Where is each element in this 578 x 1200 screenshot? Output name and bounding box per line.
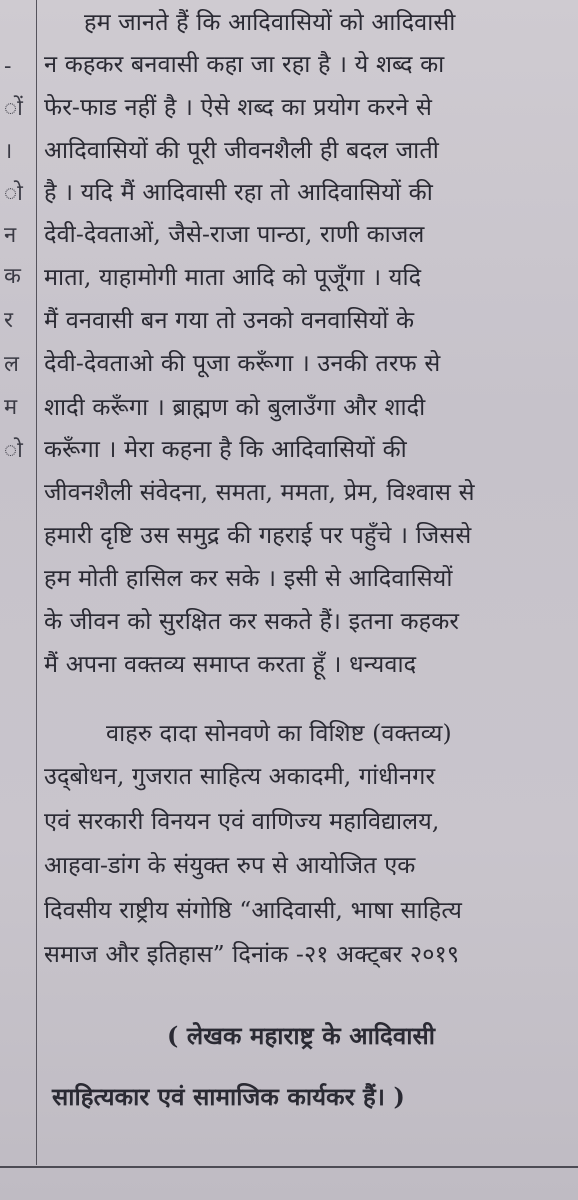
- speech-line: मैं वनवासी बन गया तो उनको वनवासियों के: [44, 306, 415, 334]
- fragment-text: ल: [4, 352, 19, 377]
- event-line: दिवसीय राष्ट्रीय संगोष्ठि “आदिवासी, भाषा साहित्य: [44, 896, 463, 924]
- speech-line: देवी-देवताओं, जैसे-राजा पान्ठा, राणी काजल: [44, 220, 425, 248]
- speech-line: हम जानते हैं कि आदिवासियों को आदिवासी: [84, 8, 456, 36]
- column-divider: [36, 0, 37, 1165]
- speech-line: देवी-देवताओ की पूजा करूँगा । उनकी तरफ से: [44, 349, 441, 377]
- speech-line: मैं अपना वक्तव्य समाप्त करता हूँ । धन्यवाद: [44, 650, 417, 678]
- speech-line: माता, याहामोगी माता आदि को पूजूँगा । यदि: [44, 263, 422, 291]
- speech-line: जीवनशैली संवेदना, समता, ममता, प्रेम, विश्वास से: [44, 478, 475, 506]
- previous-column-fragments: [0, 0, 30, 1200]
- event-line: वाहरु दादा सोनवणे का विशिष्ट (वक्तव्य): [106, 719, 452, 747]
- event-line: समाज और इतिहास” दिनांक -२१ अक्ट्बर २०१९: [44, 940, 460, 968]
- event-line: एवं सरकारी विनयन एवं वाणिज्य महाविद्यालय,: [44, 807, 440, 835]
- speech-line: हमारी दृष्टि उस समुद्र की गहराई पर पहुँचे । जिससे: [44, 521, 472, 549]
- fragment-text: ो: [4, 181, 23, 206]
- fragment-text: म: [4, 395, 18, 420]
- speech-line: फेर-फाड नहीं है । ऐसे शब्द का प्रयोग करने से: [44, 93, 432, 121]
- fragment-text: न: [4, 223, 17, 248]
- speech-line: आदिवासियों की पूरी जीवनशैली ही बदल जाती: [44, 136, 439, 164]
- fragment-text: -: [4, 54, 12, 79]
- fragment-text: क: [4, 264, 21, 289]
- author-note-line: साहित्यकार एवं सामाजिक कार्यकर हैं। ): [52, 1082, 406, 1111]
- fragment-text: ।: [4, 139, 13, 164]
- event-line: आहवा-डांग के संयुक्त रुप से आयोजित एक: [44, 851, 416, 879]
- speech-line: शादी करूँगा । ब्राह्मण को बुलाउँगा और शादी: [44, 393, 426, 421]
- bottom-divider: [0, 1166, 578, 1168]
- speech-line: है । यदि मैं आदिवासी रहा तो आदिवासियों की: [44, 178, 433, 206]
- speech-line: हम मोती हासिल कर सके । इसी से आदिवासियों: [44, 564, 453, 592]
- speech-line: करूँगा । मेरा कहना है कि आदिवासियों की: [44, 435, 407, 463]
- author-note-line: ( लेखक महाराष्ट्र के आदिवासी: [167, 1021, 436, 1050]
- speech-line: न कहकर बनवासी कहा जा रहा है । ये शब्द का: [44, 50, 445, 78]
- fragment-text: ों: [4, 96, 23, 121]
- fragment-text: ो: [4, 438, 23, 463]
- event-line: उद्‌बोधन, गुजरात साहित्य अकादमी, गांधीनगर: [44, 762, 436, 790]
- fragment-text: र: [4, 308, 13, 333]
- speech-line: के जीवन को सुरक्षित कर सकते हैं। इतना कहकर: [44, 607, 460, 635]
